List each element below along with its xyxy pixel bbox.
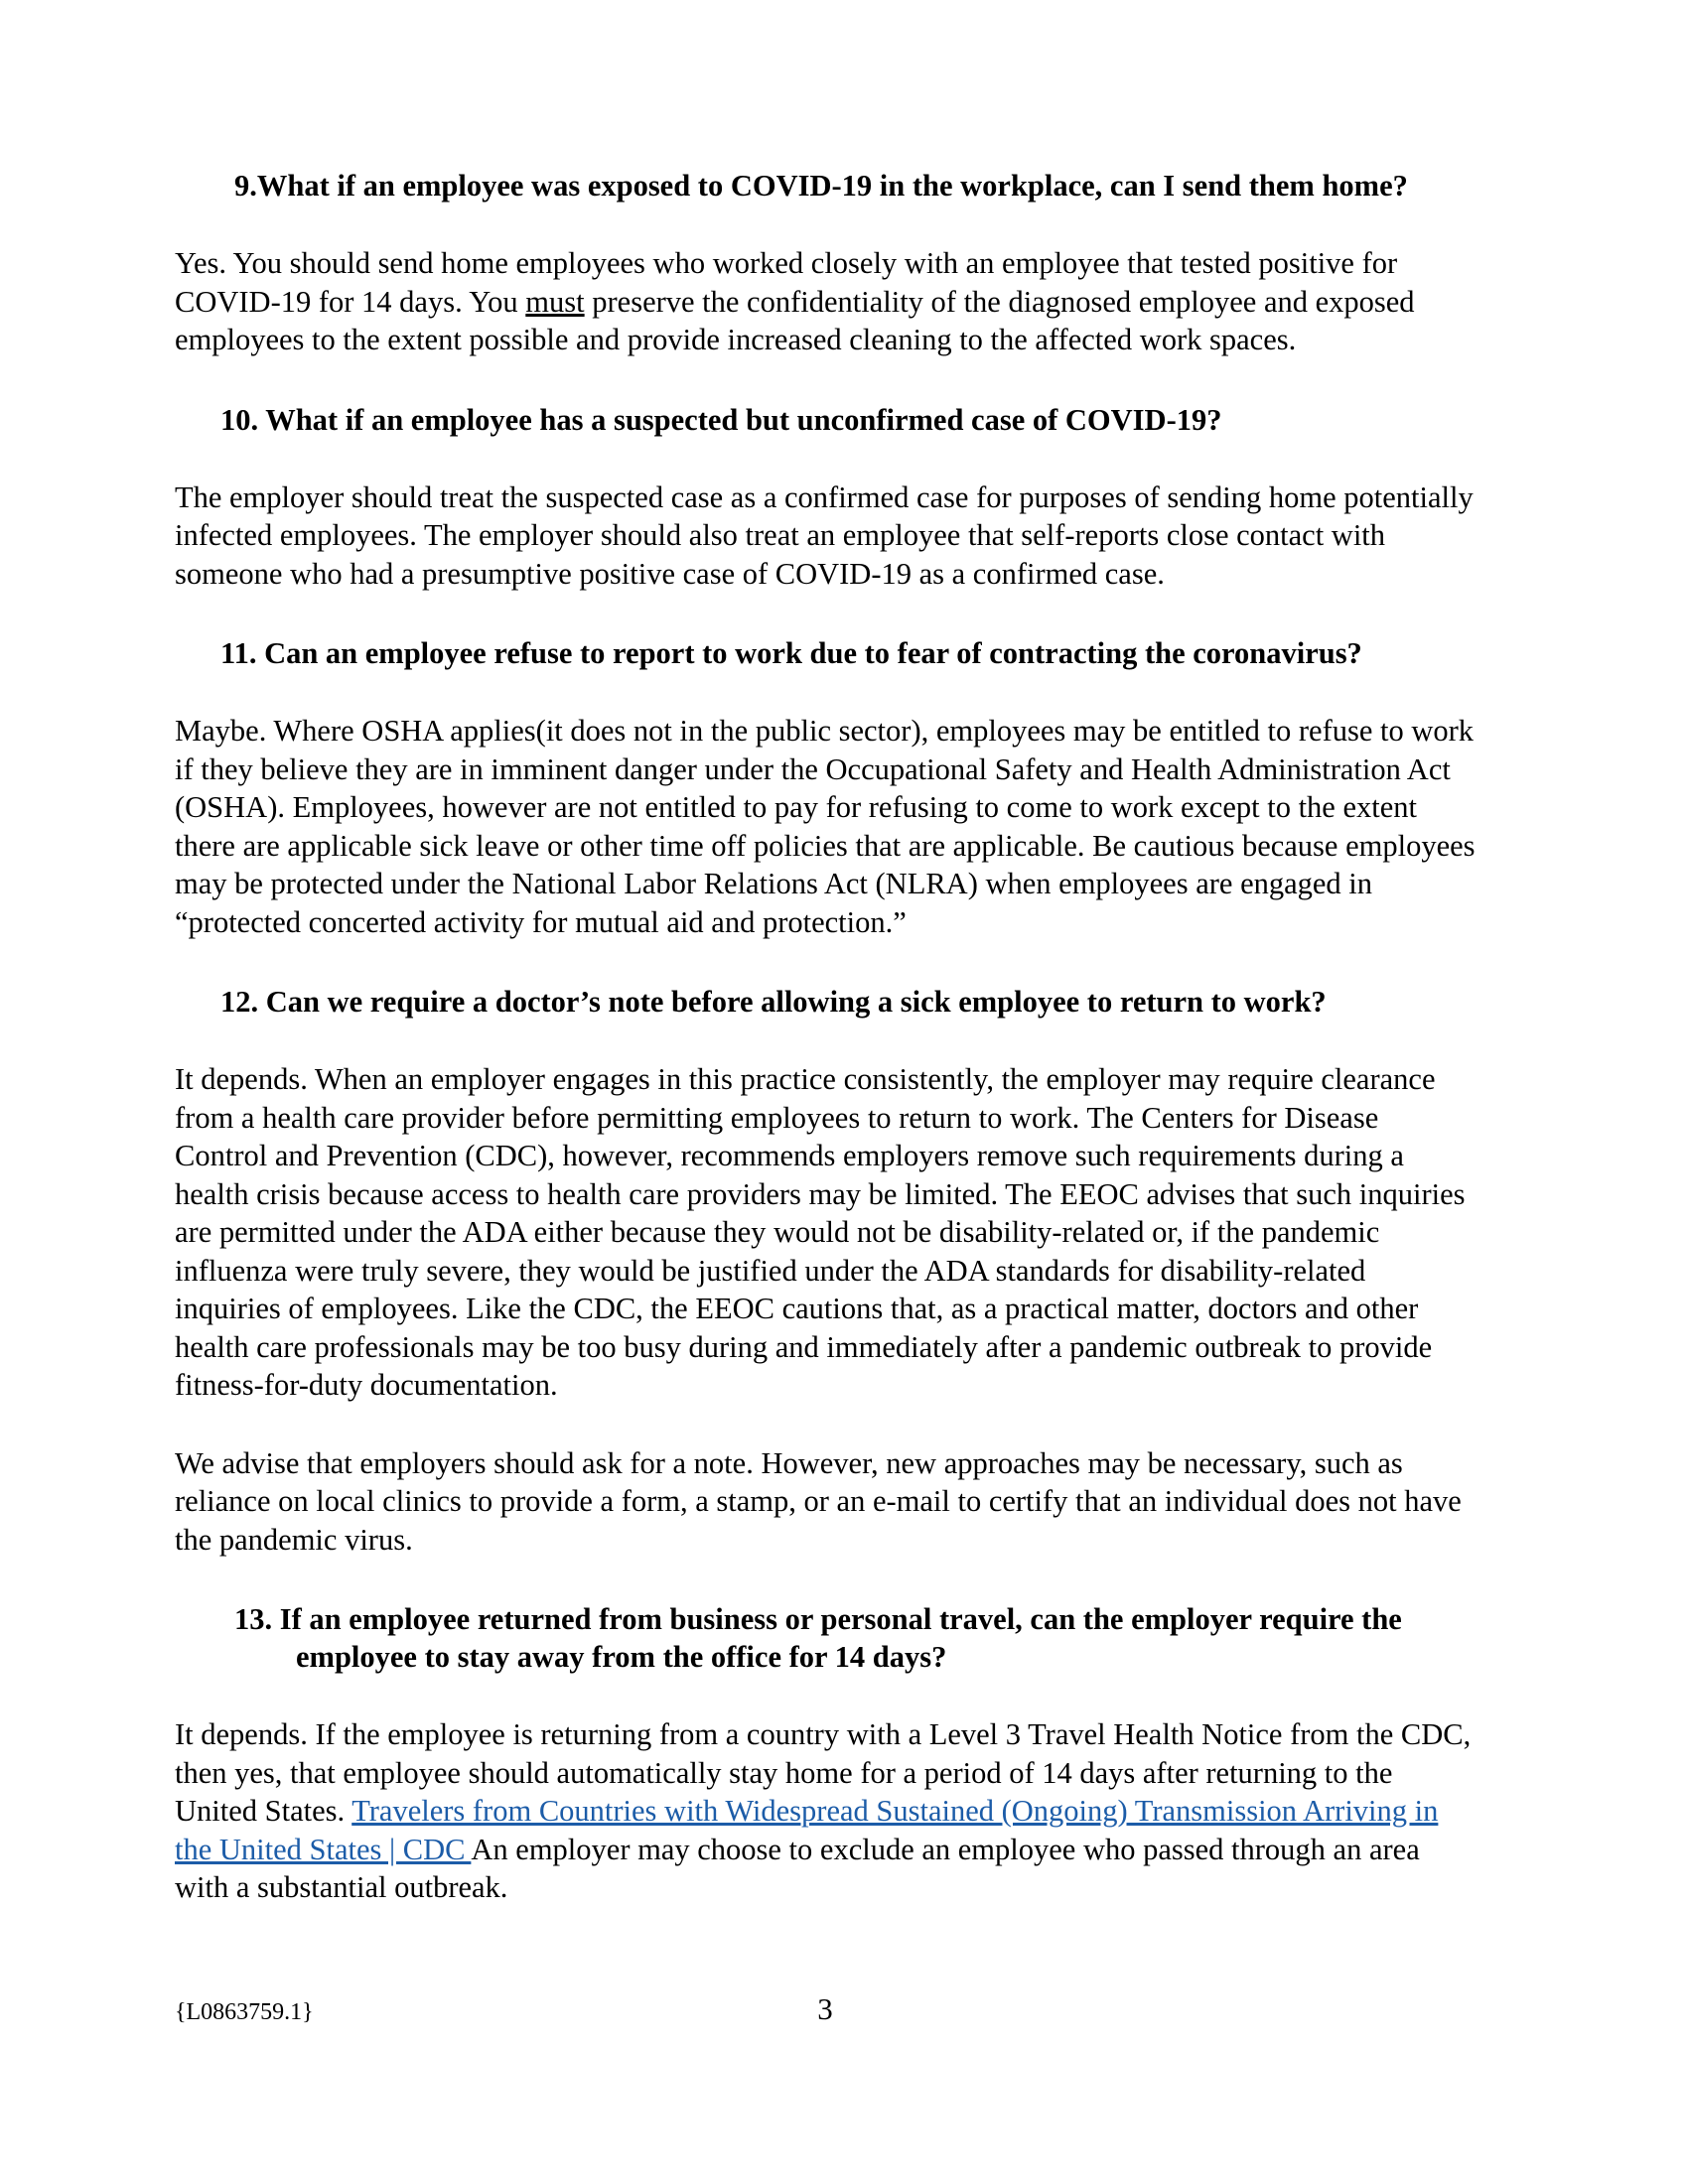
answer-paragraph-9 [175, 244, 1476, 359]
answer-9-part1: Yes. You should send home employees who worked closely with an employee that tested positive for COVID-19 for 14 days. You [175, 246, 1398, 319]
answer-paragraph-12b: We advise that employers should ask for a note. However, new approaches may be necessary, such as reliance on local clinics to provide a form, a stamp, or an e-mail to certify that an individual does not have the pandemic virus. [175, 1445, 1462, 1557]
spacer [175, 1405, 1476, 1444]
answer-paragraph-13 [175, 1715, 1476, 1907]
question-text-9-line2: home? [1322, 169, 1408, 203]
answer-13-part1: It depends. If the employee is returning from a country with a Level 3 Travel Health Notice from the CDC, then yes, that employee should automatically stay home for a period of 14 days after returning to the United States. [175, 1717, 1472, 1828]
question-heading-11: 11. Can an employee refuse to report to work due to fear of contracting the coronavirus? [220, 636, 1362, 670]
question-heading-13 [175, 1600, 1476, 1676]
answer-13-part2: An employer may choose to exclude an employee who passed through an area with a substantial outbreak. [175, 1832, 1420, 1904]
document-body [175, 167, 1476, 1907]
spacer [175, 1559, 1476, 1600]
question-heading-12: 12. Can we require a doctor’s note before allowing a sick employee to return to work? [220, 985, 1327, 1019]
spacer [175, 672, 1476, 712]
question-heading-9 [175, 167, 1476, 205]
question-text-13-line2: employee to stay away from the office for 14 days? [296, 1640, 947, 1674]
spacer [175, 359, 1476, 401]
question-text-9-line1: What if an employee was exposed to COVID-19 in the workplace, can I send them [256, 169, 1315, 203]
question-text-13-line1: 13. If an employee returned from business or personal travel, can the employer require the [234, 1602, 1402, 1636]
spacer [175, 941, 1476, 983]
footer-page-number: 3 [817, 1991, 833, 2026]
answer-paragraph-11: Maybe. Where OSHA applies(it does not in the public sector), employees may be entitled to refuse to work if they believe they are in imminent danger under the Occupational Safety and Health Administration Act (OSHA). Employees, however are not entitled to pay for refusing to come to work except to the extent there are applicable sick leave or other time off policies that are applicable. Be cautious because employees may be protected under the National Labor Relations Act (NLRA) when employees are engaged in “protected concerted activity for mutual aid and protection.” [175, 714, 1476, 939]
footer-document-reference: {L0863759.1} [175, 1999, 314, 2025]
answer-paragraph-12a: It depends. When an employer engages in this practice consistently, the employer may require clearance from a health care provider before permitting employees to return to work. The Centers for Disease Control and Prevention (CDC), however, recommends employers remove such requirements during a health crisis because access to health care providers may be limited. The EEOC advises that such inquiries are permitted under the ADA either because they would not be disability-related or, if the pandemic influenza were truly severe, they would be justified under the ADA standards for disability-related inquiries of employees. Like the CDC, the EEOC cautions that, as a practical matter, doctors and other health care professionals may be too busy during and immediately after a pandemic outbreak to provide fitness-for-duty documentation. [175, 1062, 1466, 1402]
question-heading-10: 10. What if an employee has a suspected but unconfirmed case of COVID-19? [220, 402, 1222, 437]
answer-9-emphasis-must: must [525, 284, 585, 319]
page-footer [175, 1991, 1476, 2037]
spacer [175, 1021, 1476, 1060]
spacer [175, 439, 1476, 478]
spacer [175, 1676, 1476, 1715]
answer-9-part2: preserve the confidentiality of the diagnosed employee and exposed employees to the extent possible and provide increased cleaning to the affected work spaces. [175, 284, 1415, 356]
question-number-9: 9. [234, 169, 257, 203]
spacer [175, 205, 1476, 244]
answer-paragraph-10: The employer should treat the suspected case as a confirmed case for purposes of sending home potentially infected employees. The employer should also treat an employee that self-reports close contact with someone who had a presumptive positive case of COVID-19 as a confirmed case. [175, 479, 1474, 591]
spacer [175, 593, 1476, 634]
cdc-travelers-link[interactable]: Travelers from Countries with Widespread Sustained (Ongoing) Transmission Arriving in the United States | CDC [175, 1794, 1439, 1866]
